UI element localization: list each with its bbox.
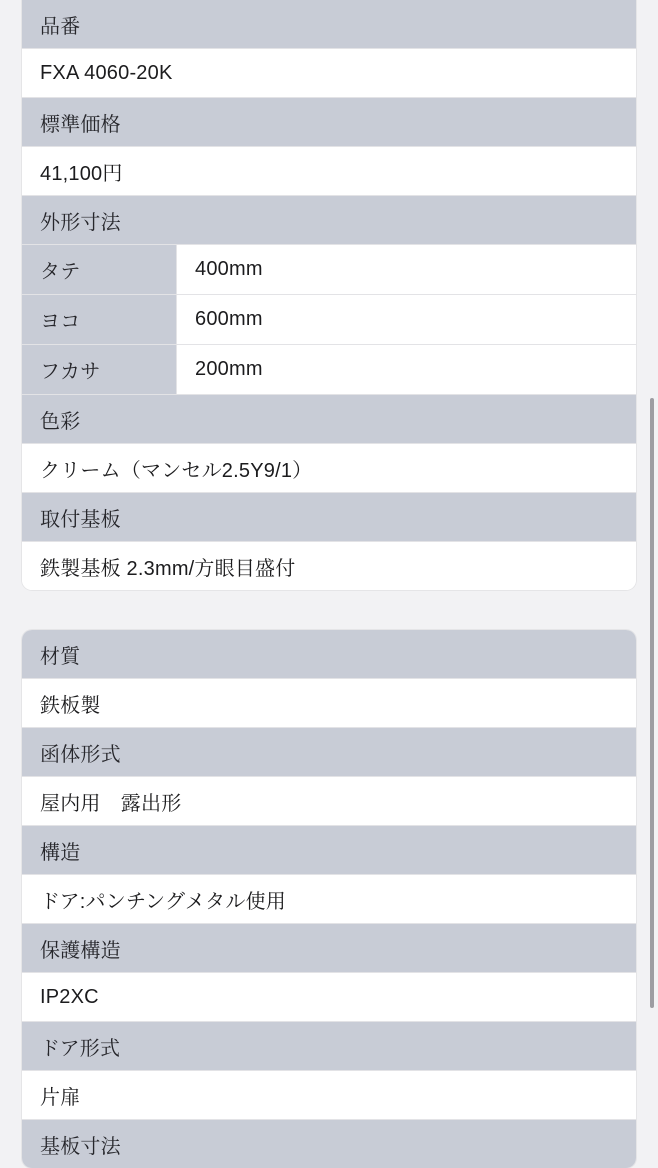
table-row [22,344,636,394]
table-row [22,97,636,146]
table-row [22,630,636,678]
table-row [22,727,636,776]
table-row [22,146,636,195]
spec-value: 屋内用 露出形 [22,777,636,825]
spec-value: ドア:パンチングメタル使用 [22,875,636,923]
spec-value: 41,100円 [22,147,636,195]
table-row [22,541,636,590]
spec-label: ドア形式 [22,1022,636,1070]
spec-label: タテ [22,245,177,294]
spec-label: 外形寸法 [22,196,636,244]
spec-label: 基板寸法 [22,1120,636,1168]
spec-value: 400mm [177,245,636,294]
spec-value: 600mm [177,295,636,344]
spec-label: 函体形式 [22,728,636,776]
table-row [22,443,636,492]
spec-table-construction [22,630,636,1168]
table-row [22,48,636,97]
spec-label: 標準価格 [22,98,636,146]
vertical-scrollbar[interactable] [650,398,654,1008]
spec-label: 品番 [22,0,636,48]
table-row [22,972,636,1021]
table-row [22,678,636,727]
table-row [22,1021,636,1070]
table-row [22,394,636,443]
spec-label: 材質 [22,630,636,678]
table-row [22,244,636,294]
spec-value: 鉄製基板 2.3mm/方眼目盛付 [22,542,636,590]
spec-value: 200mm [177,345,636,394]
table-row [22,874,636,923]
spec-label: フカサ [22,345,177,394]
spec-table-dimensions [22,0,636,590]
spec-label: 構造 [22,826,636,874]
table-row [22,0,636,48]
spec-value: FXA 4060-20K [22,49,636,97]
spec-value: 片扉 [22,1071,636,1119]
spec-value: IP2XC [22,973,636,1021]
spec-value: クリーム（マンセル2.5Y9/1） [22,444,636,492]
table-row [22,492,636,541]
spec-label: ヨコ [22,295,177,344]
table-row [22,825,636,874]
spec-label: 保護構造 [22,924,636,972]
table-row [22,923,636,972]
table-row [22,776,636,825]
spec-label: 色彩 [22,395,636,443]
table-row [22,294,636,344]
spec-value: 鉄板製 [22,679,636,727]
table-row [22,1070,636,1119]
table-row [22,195,636,244]
spec-label: 取付基板 [22,493,636,541]
table-row [22,1119,636,1168]
